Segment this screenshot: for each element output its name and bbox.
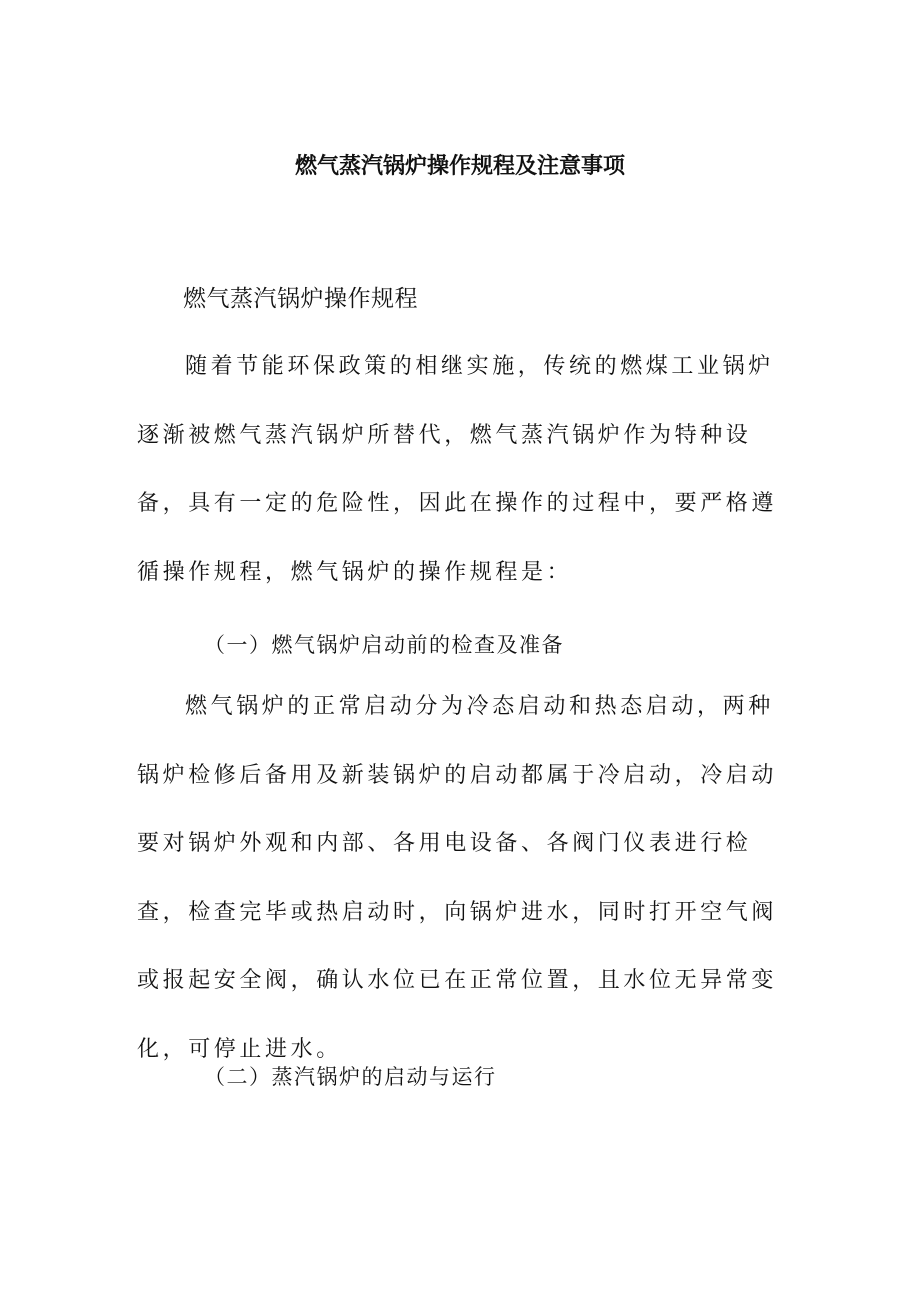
paragraph-startup: 燃气锅炉的正常启动分为冷态启动和热态启动，两种锅炉检修后备用及新装锅炉的启动都属于冷启动，冷启动要对锅炉外观和内部、各用电设备、各阀门仪表进行检查，检查完毕或热启动时，向锅炉进水，同时打开空气阀或报起安全阀，确认水位已在正常位置，且水位无异常变化，可停止进水。 [137,694,778,1062]
paragraph-intro: 随着节能环保政策的相继实施，传统的燃煤工业锅炉逐渐被燃气蒸汽锅炉所替代，燃气蒸汽锅炉作为特种设备，具有一定的危险性，因此在操作的过程中，要严格遵循操作规程，燃气锅炉的操作规程是： [137,354,778,585]
document-title: 燃气蒸汽锅炉操作规程及注意事项 [294,154,625,179]
subheading-start-and-run: （二）蒸汽锅炉的启动与运行 [204,1065,497,1089]
section-heading: 燃气蒸汽锅炉操作规程 [183,286,418,312]
subheading-pre-start-check: （一）燃气锅炉启动前的检查及准备 [204,633,564,657]
